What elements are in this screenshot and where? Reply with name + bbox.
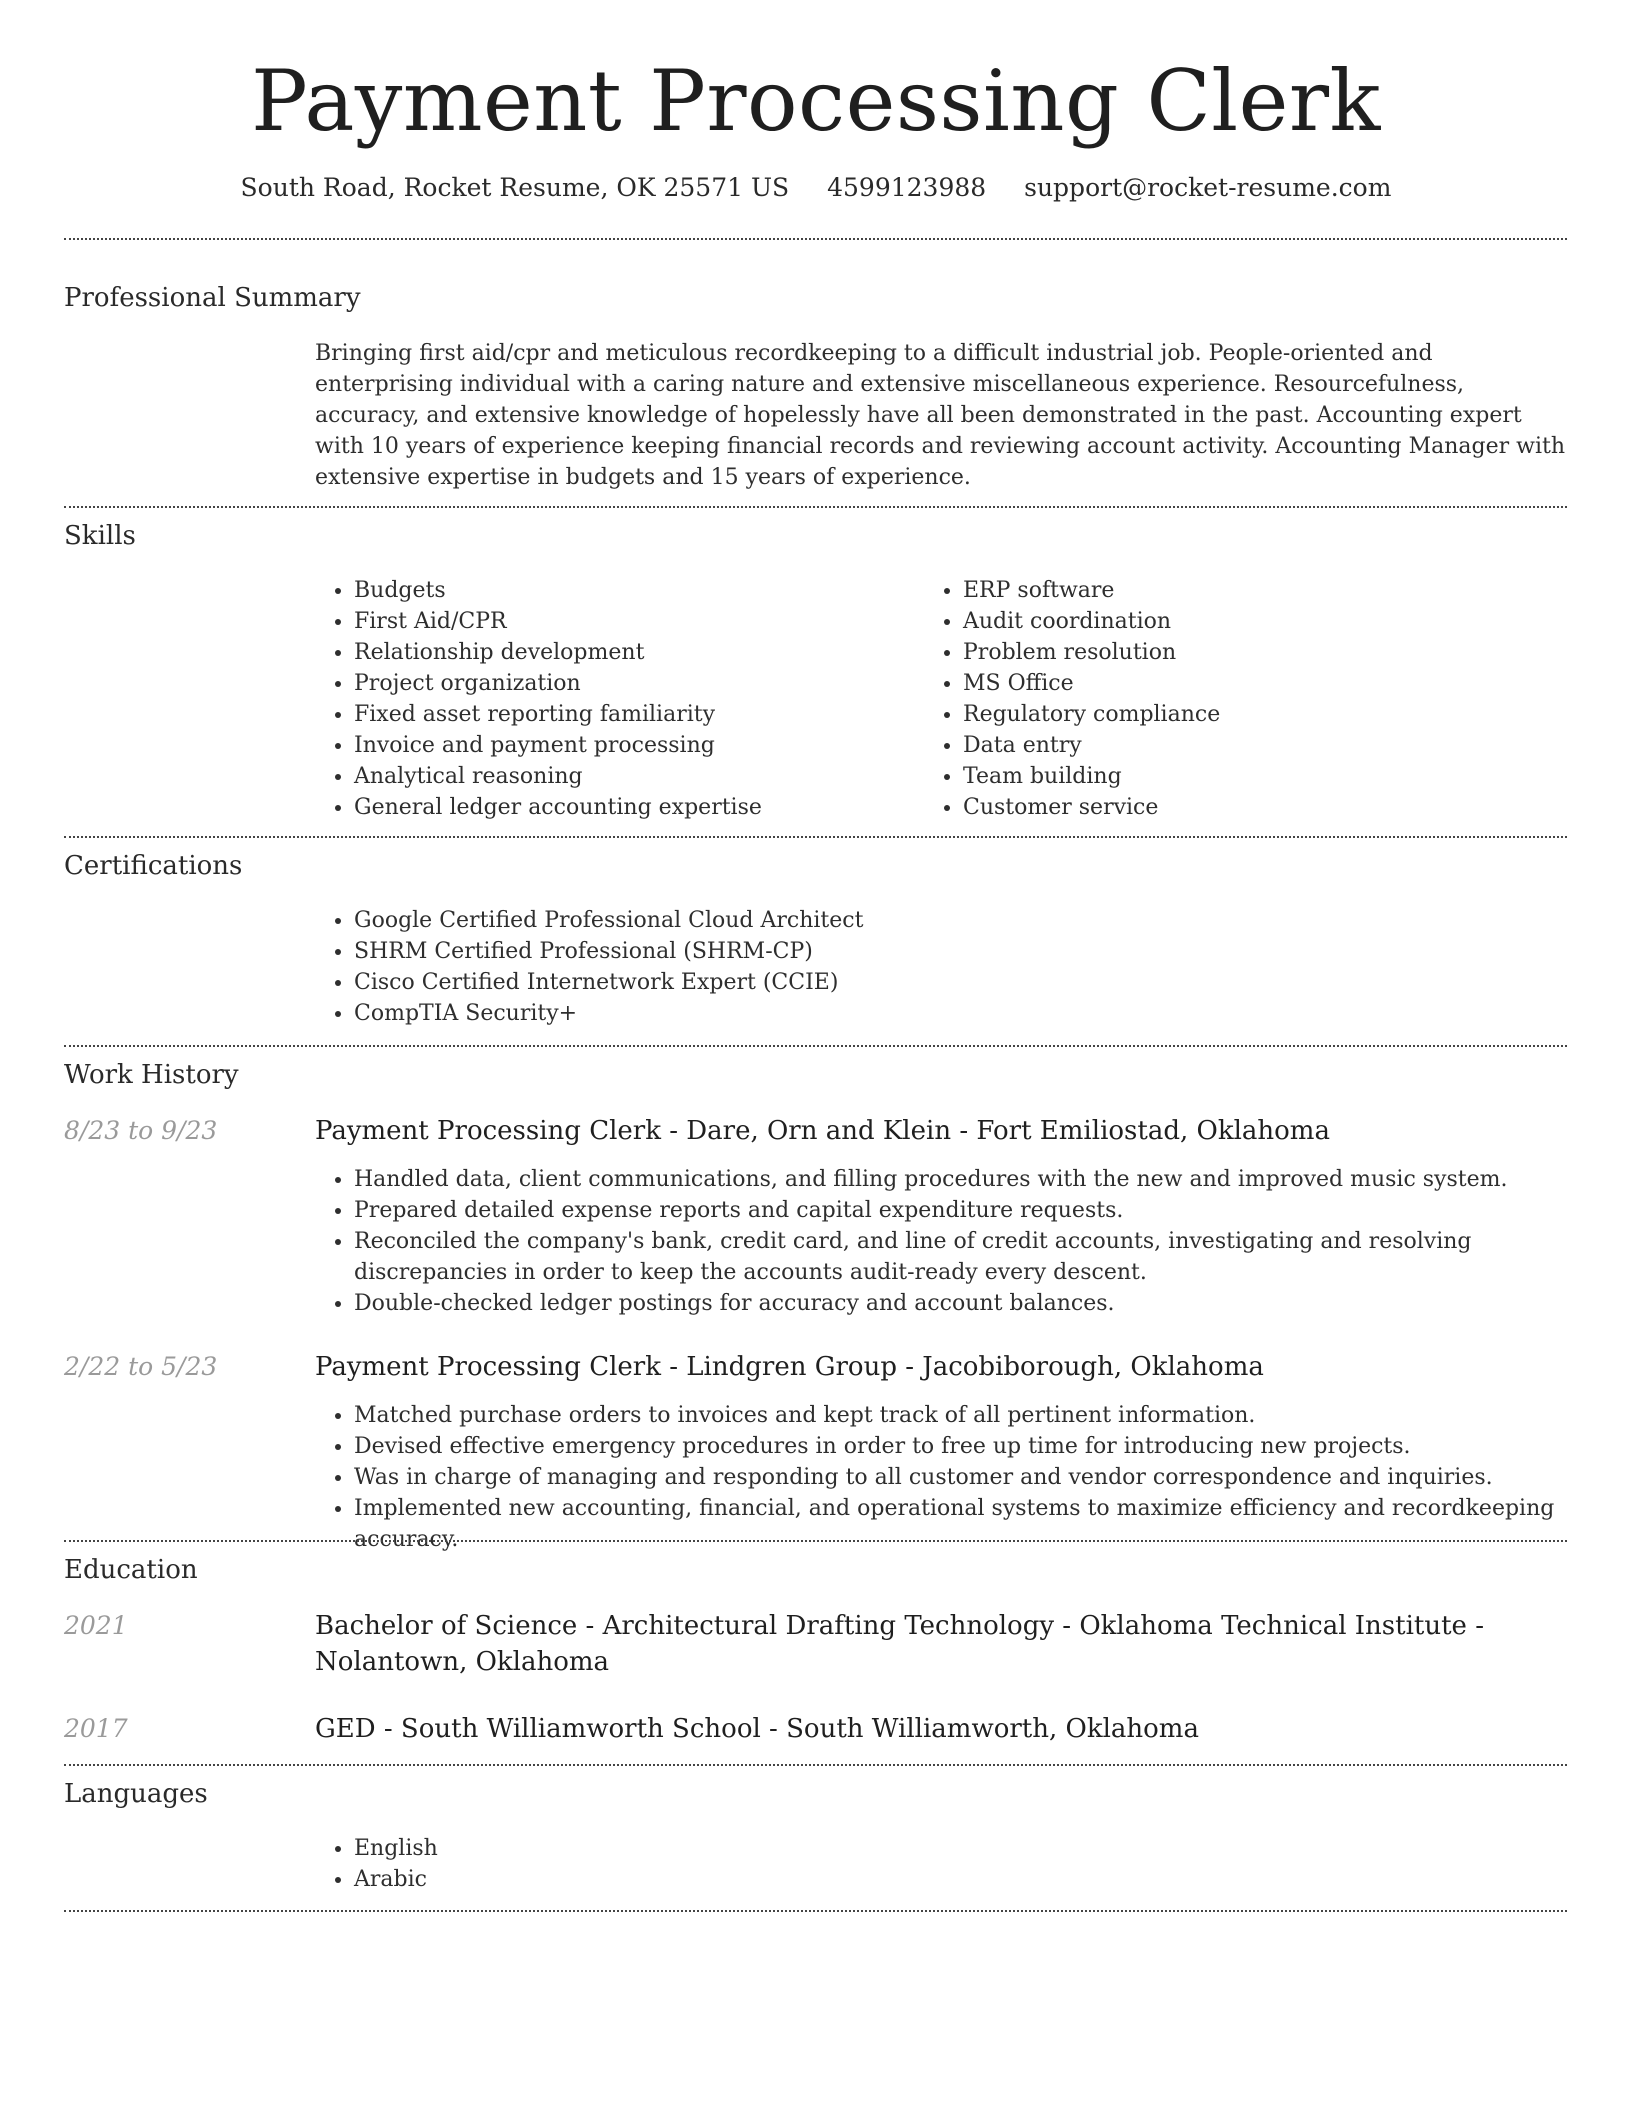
education-heading: Education [64,1555,198,1585]
divider [64,1045,1567,1047]
resume-name: Payment Processing Clerk [251,52,1381,150]
skill-item: • General ledger accounting expertise [354,792,914,823]
job-bullet: • Devised effective emergency procedures in order to free up time for introducing new projects. [354,1431,1632,1462]
job-dates: 2/22 to 5/23 [64,1352,218,1381]
job-dates: 8/23 to 9/23 [64,1116,218,1145]
skill-item: • First Aid/CPR [354,606,914,637]
skill-item: • Invoice and payment processing [354,730,914,761]
education-year: 2021 [64,1611,128,1640]
contact-phone: 4599123988 [827,173,987,202]
work-heading: Work History [64,1060,239,1090]
job-bullets [310,1164,1584,1319]
skill-item: • Regulatory compliance [963,699,1523,730]
contact-address: South Road, Rocket Resume, OK 25571 US [240,173,790,202]
job-bullet: • Double-checked ledger postings for accuracy and account balances. [354,1288,1584,1319]
skill-item: • MS Office [963,668,1523,699]
education-entry: GED - South Williamworth School - South Williamworth, Oklahoma [315,1714,1199,1744]
skill-item: • Problem resolution [963,637,1523,668]
skill-item: • Fixed asset reporting familiarity [354,699,914,730]
skills-list-left [310,575,914,823]
contact-email: support@rocket-resume.com [1024,173,1392,202]
education-entry: Bachelor of Science - Architectural Drafting Technology - Oklahoma Technical Institute - Nolantown, Oklahoma [315,1611,1484,1677]
certifications-list [310,905,1554,1029]
skills-list-right [919,575,1523,823]
certification-item: • Cisco Certified Internetwork Expert (CCIE) [354,967,1554,998]
skill-item: • Relationship development [354,637,914,668]
divider [64,836,1567,838]
skill-item: • Analytical reasoning [354,761,914,792]
certification-item: • Google Certified Professional Cloud Architect [354,905,1554,936]
job-bullet: • Implemented new accounting, financial, and operational systems to maximize efficiency and recordkeeping accuracy. [354,1493,1632,1555]
certification-item: • CompTIA Security+ [354,998,1554,1029]
skill-item: • Data entry [963,730,1523,761]
skill-item: • Team building [963,761,1523,792]
skill-item: • ERP software [963,575,1523,606]
job-bullets [310,1400,1632,1555]
summary-text: Bringing first aid/cpr and meticulous recordkeeping to a difficult industrial job. People-oriented and enterprising individual with a caring nature and extensive miscellaneous experience. Resourcefulness, accuracy, and extensive knowledge of hopelessly have all been demonstrated in the past. Accounting expert with 10 years of experience keeping financial records and reviewing account activity. Accounting Manager with extensive expertise in budgets and 15 years of experience. [315,341,1565,490]
job-bullet: • Handled data, client communications, and filling procedures with the new and improved music system. [354,1164,1584,1195]
job-bullet: • Reconciled the company's bank, credit card, and line of credit accounts, investigating and resolving discrepancies in order to keep the accounts audit-ready every descent. [354,1226,1584,1288]
languages-heading: Languages [64,1779,208,1809]
job-title: Payment Processing Clerk - Lindgren Group - Jacobiborough, Oklahoma [315,1352,1264,1382]
skill-item: • Project organization [354,668,914,699]
certification-item: • SHRM Certified Professional (SHRM-CP) [354,936,1554,967]
job-bullet: • Matched purchase orders to invoices and kept track of all pertinent information. [354,1400,1632,1431]
certifications-heading: Certifications [64,851,243,881]
skills-heading: Skills [64,521,136,551]
education-year: 2017 [64,1714,128,1743]
divider [64,1764,1567,1766]
language-item: • Arabic [354,1864,954,1895]
contact-line [0,168,1632,208]
divider [64,238,1567,240]
divider [64,506,1567,508]
skill-item: • Customer service [963,792,1523,823]
languages-list [310,1833,954,1895]
language-item: • English [354,1833,954,1864]
job-bullet: • Prepared detailed expense reports and capital expenditure requests. [354,1195,1584,1226]
job-bullet: • Was in charge of managing and responding to all customer and vendor correspondence and inquiries. [354,1462,1632,1493]
summary-heading: Professional Summary [64,283,361,313]
divider [64,1540,1567,1542]
divider [64,1910,1567,1912]
skill-item: • Audit coordination [963,606,1523,637]
job-title: Payment Processing Clerk - Dare, Orn and Klein - Fort Emiliostad, Oklahoma [315,1116,1330,1146]
skill-item: • Budgets [354,575,914,606]
